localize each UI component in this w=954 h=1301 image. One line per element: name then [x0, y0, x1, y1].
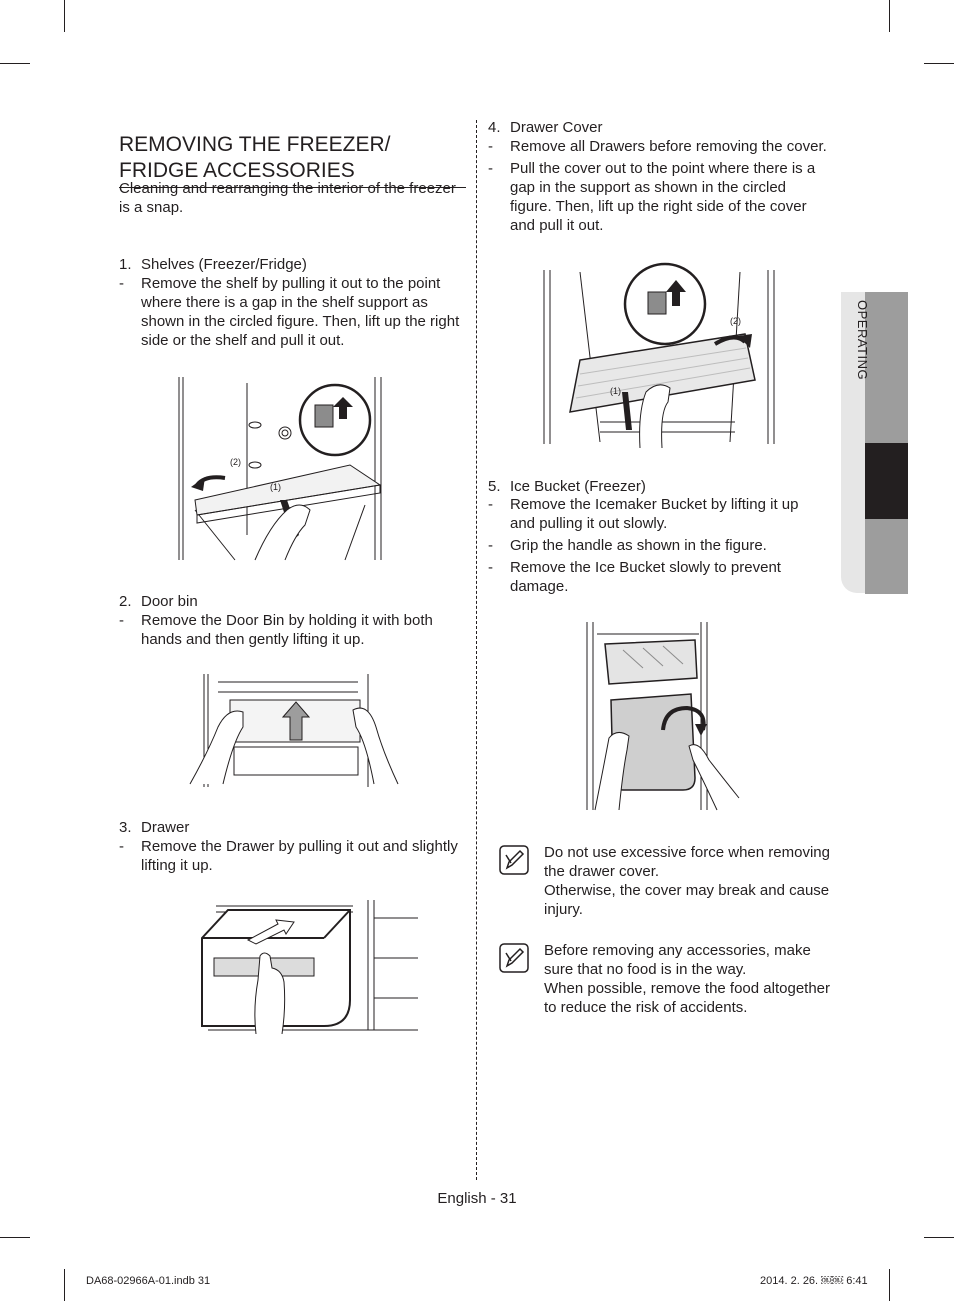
crop-mark: [64, 1269, 65, 1301]
section-bullet: - Remove the Ice Bucket slowly to prevent damage.: [488, 559, 781, 595]
section-bullet: - Pull the cover out to the point where there is a gap in the support as shown in the circled figure. Then, lift up the right side of the cover and pull it out.: [488, 160, 816, 234]
section-heading: 4. Drawer Cover: [488, 119, 603, 136]
ice-bucket-figure: [583, 620, 743, 814]
crop-mark: [924, 63, 954, 64]
figure-label: (1): [270, 482, 281, 492]
door-bin-figure: [188, 672, 400, 790]
figure-label: (2): [730, 316, 741, 326]
side-tab-active: [865, 443, 908, 519]
side-tab-grey-top: [865, 292, 908, 443]
note-text: Before removing any accessories, make sure that no food is in the way. When possible, remove the food altogether to reduce the risk of accidents.: [544, 942, 831, 1016]
crop-mark: [64, 0, 65, 32]
drawer-figure: [198, 898, 420, 1034]
note-pencil-icon: [499, 943, 529, 973]
section-bullet: - Remove all Drawers before removing the cover.: [488, 138, 827, 155]
note-pencil-icon: [499, 845, 529, 875]
page-number: English - 31: [437, 1190, 517, 1207]
section-bullet: - Remove the Icemaker Bucket by lifting it up and pulling it out slowly.: [488, 496, 799, 532]
footer-file-name: DA68-02966A-01.indb 31: [86, 1275, 211, 1287]
section-bullet: - Remove the Door Bin by holding it with both hands and then gently lifting it up.: [119, 612, 433, 648]
section-bullet: - Remove the shelf by pulling it out to the point where there is a gap in the shelf support as shown in the circled figure. Then, lift up the right side or the shelf and pull it out.: [119, 275, 460, 349]
page-title: REMOVING THE FREEZER/ FRIDGE ACCESSORIES: [119, 132, 466, 188]
section-bullet: - Remove the Drawer by pulling it out and slightly lifting it up.: [119, 838, 458, 874]
section-heading: 5. Ice Bucket (Freezer): [488, 478, 646, 495]
crop-mark: [889, 1269, 890, 1301]
footer-timestamp: 2014. 2. 26. ￼￼ 6:41: [760, 1275, 868, 1287]
figure-label: (2): [230, 457, 241, 467]
side-tab-label: OPERATING: [855, 300, 870, 381]
drawer-cover-figure: [540, 262, 780, 448]
shelf-removal-figure: [175, 375, 410, 565]
section-heading: 1. Shelves (Freezer/Fridge): [119, 256, 307, 273]
note-text: Do not use excessive force when removing the drawer cover. Otherwise, the cover may break and cause injury.: [544, 844, 830, 918]
section-heading: 3. Drawer: [119, 819, 190, 836]
column-divider: [476, 120, 477, 1180]
intro-text: Cleaning and rearranging the interior of the freezer is a snap.: [119, 180, 456, 216]
section-heading: 2. Door bin: [119, 593, 198, 610]
crop-mark: [889, 0, 890, 32]
side-tab-grey-bottom: [865, 519, 908, 594]
crop-mark: [0, 63, 30, 64]
crop-mark: [0, 1237, 30, 1238]
crop-mark: [924, 1237, 954, 1238]
figure-label: (1): [610, 386, 621, 396]
section-bullet: - Grip the handle as shown in the figure.: [488, 537, 767, 554]
